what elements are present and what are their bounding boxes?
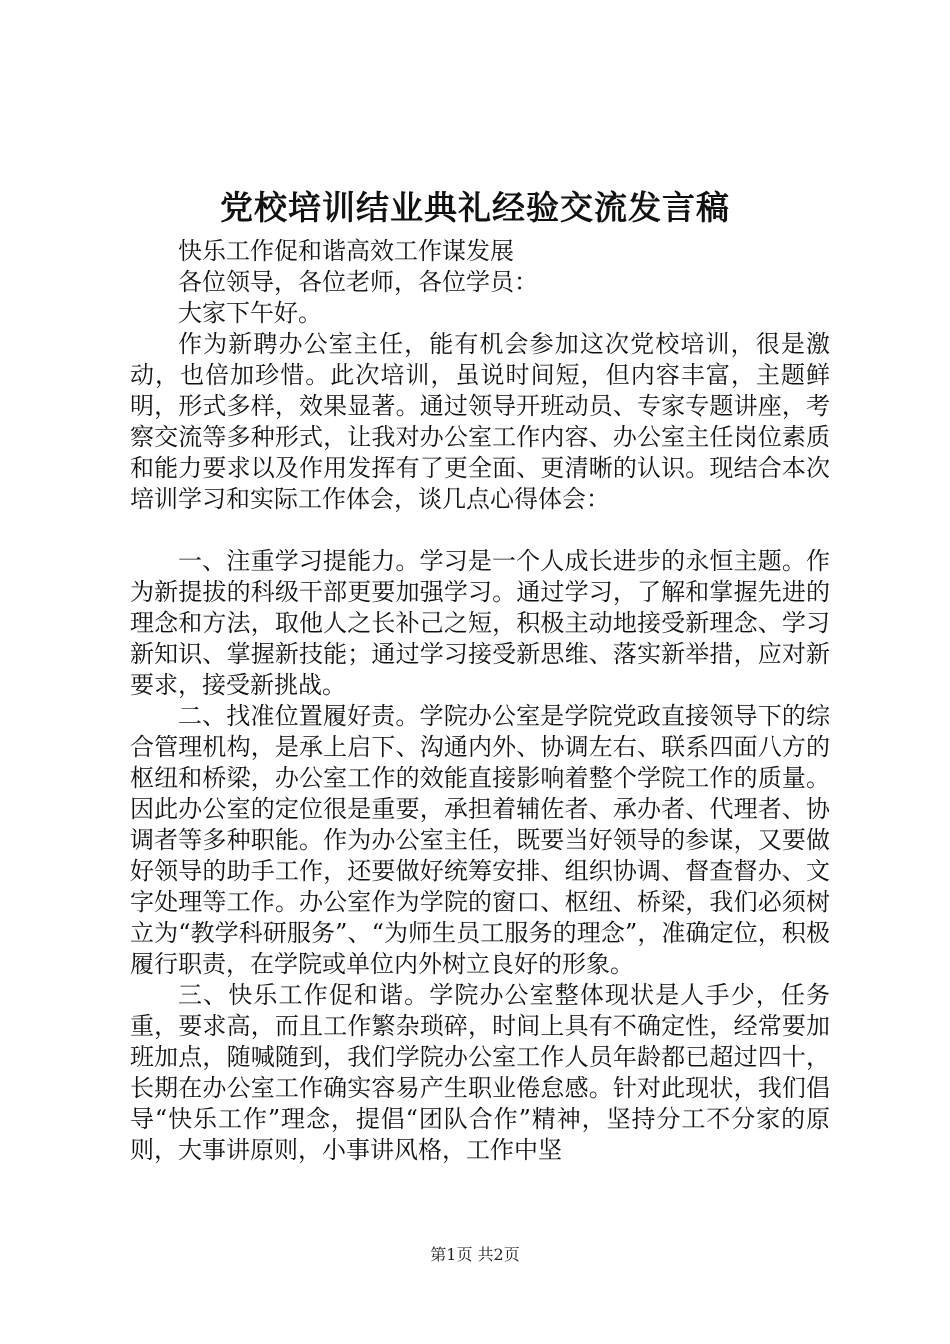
point-three-paragraph: 三、快乐工作促和谐。学院办公室整体现状是人手少，任务重，要求高，而且工作繁杂琐碎，时间上具有不确定性，经常要加班加点，随喊随到，我们学院办公室工作人员年龄都已超过四十，长期在办公室工作确实容易产生职业倦怠感。针对此现状，我们倡导“快乐工作”理念，提倡“团队合作”精神，坚持分工不分家的原则，大事讲原则，小事讲风格，工作中坚 [130,981,830,1164]
subtitle-paragraph: 快乐工作促和谐高效工作谋发展 [178,237,514,265]
document-title: 党校培训结业典礼经验交流发言稿 [220,188,730,227]
greeting-paragraph: 大家下午好。 [178,299,322,327]
point-two-paragraph: 二、找准位置履好责。学院办公室是学院党政直接领导下的综合管理机构，是承上启下、沟通内外、协调左右、联系四面八方的枢纽和桥梁，办公室工作的效能直接影响着整个学院工作的质量。因此办公室的定位很是重要，承担着辅佐者、承办者、代理者、协调者等多种职能。作为办公室主任，既要当好领导的参谋，又要做好领导的助手工作，还要做好统筹安排、组织协调、督查督办、文字处理等工作。办公室作为学院的窗口、枢纽、桥梁，我们必须树立为“教学科研服务”、“为师生员工服务的理念”，准确定位，积极履行职责，在学院或单位内外树立良好的形象。 [130,702,830,978]
page-number-footer: 第1页 共2页 [430,1245,520,1264]
salutation-paragraph: 各位领导，各位老师，各位学员： [178,268,538,296]
document-body [130,236,830,1166]
point-one-paragraph: 一、注重学习提能力。学习是一个人成长进步的永恒主题。作为新提拔的科级干部更要加强学习。通过学习，了解和掌握先进的理念和方法，取他人之长补己之短，积极主动地接受新理念、学习新知识、掌握新技能；通过学习接受新思维、落实新举措，应对新要求，接受新挑战。 [130,547,830,699]
intro-paragraph: 作为新聘办公室主任，能有机会参加这次党校培训，很是激动，也倍加珍惜。此次培训，虽说时间短，但内容丰富，主题鲜明，形式多样，效果显著。通过领导开班动员、专家专题讲座，考察交流等多种形式，让我对办公室工作内容、办公室主任岗位素质和能力要求以及作用发挥有了更全面、更清晰的认识。现结合本次培训学习和实际工作体会，谈几点心得体会： [130,330,830,513]
